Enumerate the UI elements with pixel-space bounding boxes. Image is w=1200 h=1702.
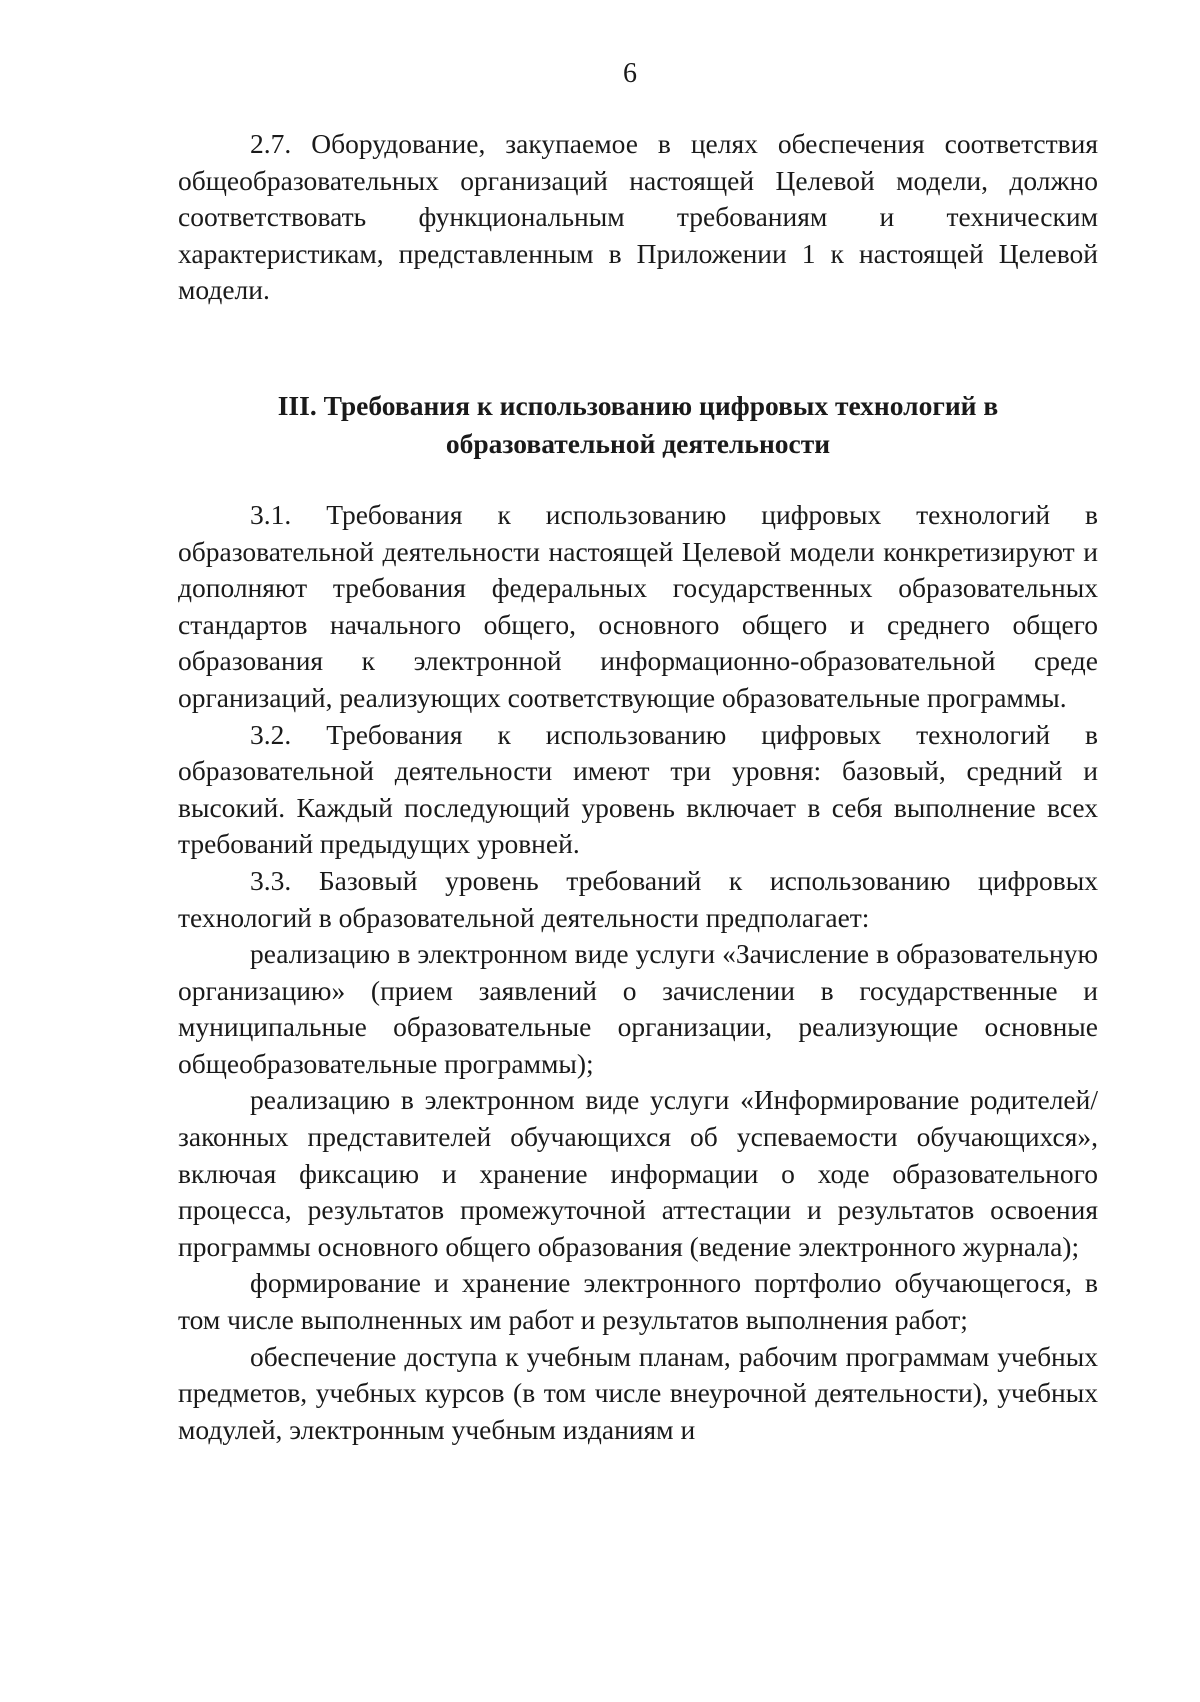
list-item: реализацию в электронном виде услуги «Информирование родителей/законных представителей обучающихся об успеваемости обучающихся», включая фиксацию и хранение информации о ходе образовательного процесса, результатов промежуточной аттестации и результатов освоения программы основного общего образования (ведение электронного журнала); — [178, 1084, 1098, 1262]
section-heading: III. Требования к использованию цифровых технологий в образовательной деятельности — [277, 389, 999, 459]
list-item: формирование и хранение электронного портфолио обучающегося, в том числе выполненных им работ и результатов выполнения работ; — [178, 1267, 1098, 1336]
page-number: 6 — [623, 58, 637, 89]
list-item: реализацию в электронном виде услуги «Зачисление в образовательную организацию» (прием заявлений о зачислении в государственные и муниципальные образовательные организации, реализующие основные общеобразовательные программы); — [178, 938, 1098, 1079]
paragraph-3-2: 3.2. Требования к использованию цифровых технологий в образовательной деятельности имеют три уровня: базовый, средний и высокий. Каждый последующий уровень включает в себя выполнение всех требований предыдущих уровней. — [178, 718, 1098, 860]
document-body — [178, 126, 1098, 1448]
list-item: обеспечение доступа к учебным планам, рабочим программам учебных предметов, учебных курсов (в том числе внеурочной деятельности), учебных модулей, электронным учебным изданиям и — [178, 1340, 1098, 1445]
paragraph-2-7: 2.7. Оборудование, закупаемое в целях обеспечения соответствия общеобразовательных организаций настоящей Целевой модели, должно соответствовать функциональным требованиям и техническим характеристикам, представленным в Приложении 1 к настоящей Целевой модели. — [178, 128, 1098, 306]
paragraph-3-3: 3.3. Базовый уровень требований к использованию цифровых технологий в образовательной деятельности предполагает: — [178, 864, 1098, 933]
paragraph-3-1: 3.1. Требования к использованию цифровых технологий в образовательной деятельности настоящей Целевой модели конкретизируют и дополняют требования федеральных государственных образовательных стандартов начального общего, основного общего и среднего общего образования к электронной информационно-образовательной среде организаций, реализующих соответствующие образовательные программы. — [178, 498, 1098, 713]
